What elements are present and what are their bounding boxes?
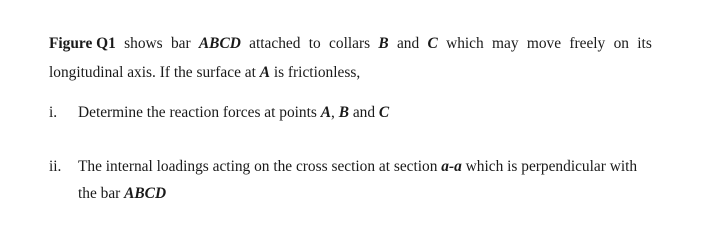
bar-label: ABCD — [198, 35, 241, 52]
part-ii-marker: ii. — [49, 158, 62, 175]
intro-line-2 — [49, 63, 360, 83]
point-a-label: A — [259, 64, 270, 81]
part-ii-line-2 — [78, 184, 166, 204]
part-ii-line-1 — [78, 157, 637, 177]
part-i-marker: i. — [49, 104, 58, 121]
point-b-label: B — [338, 104, 349, 121]
intro-word: move — [526, 35, 562, 52]
part-i-text — [78, 103, 389, 123]
intro-text: longitudinal axis. If the surface at — [49, 64, 260, 81]
collar-c-label: C — [427, 35, 438, 52]
intro-word: freely — [569, 35, 606, 52]
section-label: a-a — [441, 158, 462, 175]
part-text: Determine the reaction forces at points — [78, 104, 321, 121]
part-text: the bar — [78, 185, 125, 202]
part-text: and — [348, 104, 379, 121]
intro-word: to — [308, 35, 321, 52]
intro-line-1 — [49, 34, 652, 54]
intro-word: bar — [170, 35, 191, 52]
part-text: The internal loadings acting on the cross section at section — [78, 158, 442, 175]
collar-b-label: B — [378, 35, 389, 52]
bar-label: ABCD — [124, 185, 167, 202]
point-a-label: A — [320, 104, 331, 121]
intro-word: shows — [124, 35, 163, 52]
figure-reference: Figure Q1 — [49, 35, 116, 52]
intro-word: attached — [249, 35, 301, 52]
intro-word: its — [637, 35, 652, 52]
intro-word: which — [446, 35, 484, 52]
intro-word: and — [396, 35, 420, 52]
point-c-label: C — [378, 104, 390, 121]
part-text: , — [331, 104, 339, 121]
intro-word: on — [613, 35, 629, 52]
part-text: which is perpendicular with — [461, 158, 638, 175]
intro-word: may — [492, 35, 519, 52]
intro-text: is frictionless, — [269, 64, 361, 81]
intro-word: collars — [329, 35, 371, 52]
